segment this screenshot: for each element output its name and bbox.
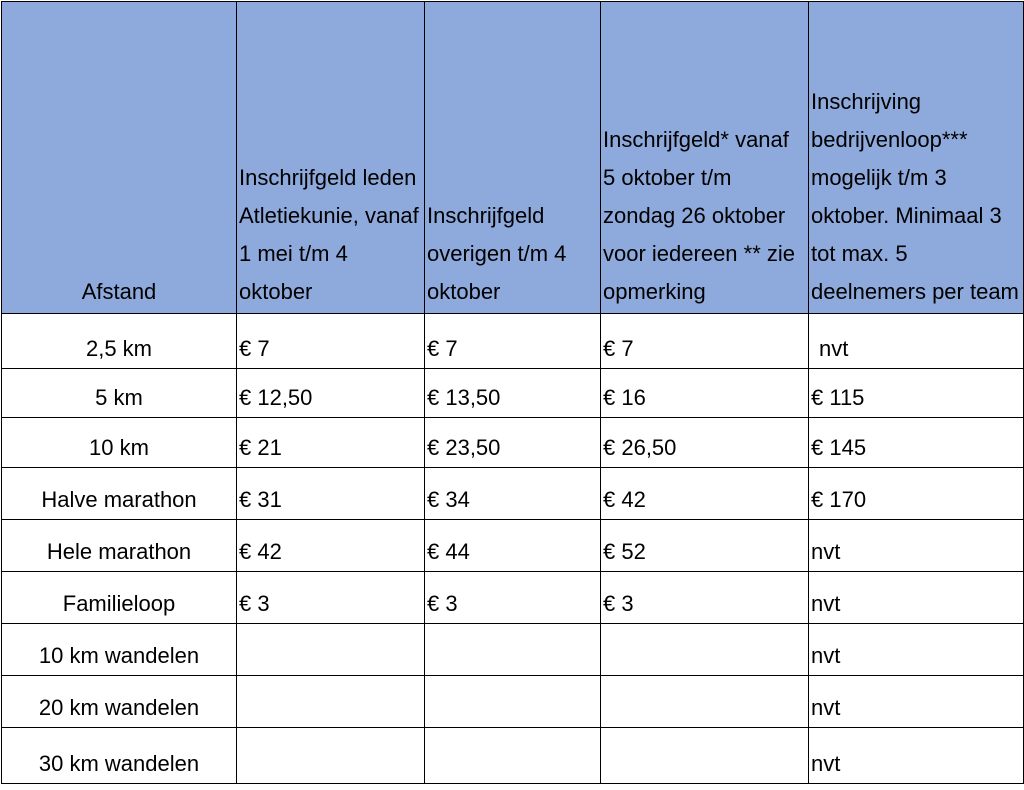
distance-cell: 10 km wandelen <box>2 624 237 676</box>
fee-others-cell <box>425 624 601 676</box>
fee-members-cell: € 21 <box>237 418 425 468</box>
company-run-cell: € 145 <box>809 418 1024 468</box>
table-row <box>2 369 1024 418</box>
fee-late-cell <box>601 728 809 784</box>
fee-others-cell: € 23,50 <box>425 418 601 468</box>
fee-members-cell <box>237 676 425 728</box>
table-body <box>2 314 1024 784</box>
distance-cell: 30 km wandelen <box>2 728 237 784</box>
fee-members-cell <box>237 624 425 676</box>
header-row <box>2 2 1024 314</box>
table-header <box>2 2 1024 314</box>
table-row <box>2 624 1024 676</box>
fee-others-cell: € 7 <box>425 314 601 369</box>
header-company-run: Inschrijving bedrijvenloop*** mogelijk t/m 3 oktober. Minimaal 3 tot max. 5 deelnemers per team <box>809 2 1024 314</box>
distance-cell: Halve marathon <box>2 468 237 520</box>
table-row <box>2 572 1024 624</box>
table-row <box>2 520 1024 572</box>
company-run-cell: € 170 <box>809 468 1024 520</box>
table-row <box>2 468 1024 520</box>
fee-late-cell: € 7 <box>601 314 809 369</box>
distance-cell: 2,5 km <box>2 314 237 369</box>
header-fee-late: Inschrijfgeld* vanaf 5 oktober t/m zondag 26 oktober voor iedereen ** zie opmerking <box>601 2 809 314</box>
fee-late-cell: € 26,50 <box>601 418 809 468</box>
fee-late-cell <box>601 676 809 728</box>
fee-members-cell: € 12,50 <box>237 369 425 418</box>
company-run-cell: nvt <box>809 314 1024 369</box>
table-row <box>2 728 1024 784</box>
fee-late-cell: € 52 <box>601 520 809 572</box>
fee-late-cell: € 42 <box>601 468 809 520</box>
table-row <box>2 676 1024 728</box>
company-run-cell: € 115 <box>809 369 1024 418</box>
distance-cell: Hele marathon <box>2 520 237 572</box>
fee-others-cell: € 44 <box>425 520 601 572</box>
distance-cell: 5 km <box>2 369 237 418</box>
fee-others-cell <box>425 676 601 728</box>
fee-late-cell <box>601 624 809 676</box>
company-run-cell: nvt <box>809 676 1024 728</box>
fee-members-cell: € 7 <box>237 314 425 369</box>
fee-members-cell: € 42 <box>237 520 425 572</box>
distance-cell: Familieloop <box>2 572 237 624</box>
company-run-cell: nvt <box>809 728 1024 784</box>
fee-others-cell <box>425 728 601 784</box>
fee-members-cell <box>237 728 425 784</box>
fee-members-cell: € 3 <box>237 572 425 624</box>
fee-others-cell: € 3 <box>425 572 601 624</box>
distance-cell: 20 km wandelen <box>2 676 237 728</box>
fee-table <box>1 1 1024 784</box>
fee-late-cell: € 3 <box>601 572 809 624</box>
table-row <box>2 418 1024 468</box>
fee-late-cell: € 16 <box>601 369 809 418</box>
fee-others-cell: € 34 <box>425 468 601 520</box>
table-row <box>2 314 1024 369</box>
company-run-cell: nvt <box>809 624 1024 676</box>
company-run-cell: nvt <box>809 572 1024 624</box>
header-distance: Afstand <box>2 2 237 314</box>
header-fee-others: Inschrijfgeld overigen t/m 4 oktober <box>425 2 601 314</box>
fee-others-cell: € 13,50 <box>425 369 601 418</box>
header-fee-members: Inschrijfgeld leden Atletiekunie, vanaf 1 mei t/m 4 oktober <box>237 2 425 314</box>
company-run-cell: nvt <box>809 520 1024 572</box>
distance-cell: 10 km <box>2 418 237 468</box>
fee-members-cell: € 31 <box>237 468 425 520</box>
